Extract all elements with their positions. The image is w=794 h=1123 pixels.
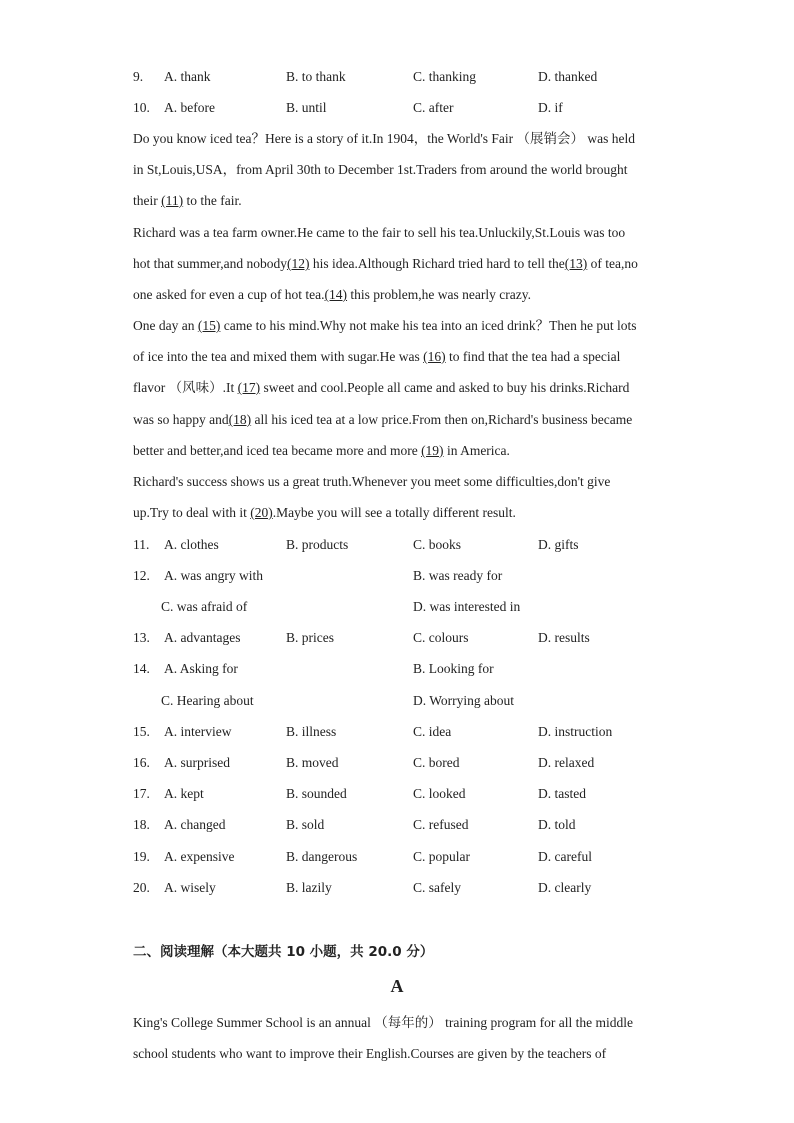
option-b[interactable]: B. to thank	[286, 69, 346, 84]
text: to find that the tea had a special	[445, 349, 621, 364]
passage-line: Richard's success shows us a great truth.Whenever you meet some difficulties,don't give	[133, 474, 611, 489]
option-d[interactable]: D. careful	[538, 849, 592, 864]
option-c[interactable]: C. idea	[413, 724, 452, 739]
option-c[interactable]: C. Hearing about	[161, 693, 254, 708]
option-d[interactable]: D. thanked	[538, 69, 598, 84]
option-b[interactable]: B. illness	[286, 724, 337, 739]
option-a[interactable]: A. changed	[164, 817, 226, 832]
option-a[interactable]: A. wisely	[164, 880, 216, 895]
blank-18: (18)	[228, 412, 252, 427]
question-number: 13.	[133, 630, 150, 645]
text: his idea.Although Richard tried hard to tell the	[309, 256, 565, 271]
text: their	[133, 193, 162, 208]
option-c[interactable]: C. after	[413, 100, 454, 115]
text: to the fair.	[183, 193, 242, 208]
passage-line	[133, 380, 629, 396]
text: one asked for even a cup of hot tea.	[133, 287, 325, 302]
blank-16: (16)	[423, 349, 446, 364]
text: .Maybe you will see a totally different result.	[272, 505, 516, 520]
option-b[interactable]: B. prices	[286, 630, 334, 645]
blank-11: (11)	[161, 193, 184, 208]
option-b[interactable]: B. lazily	[286, 880, 332, 895]
option-a[interactable]: A. advantages	[164, 630, 241, 645]
option-d[interactable]: D. Worrying about	[413, 693, 515, 708]
question-number: 16.	[133, 755, 150, 770]
text: flavor （风味）.It	[133, 380, 238, 395]
passage-line	[133, 443, 510, 459]
text: up.Try to deal with it	[133, 505, 251, 520]
text: came to his mind.Why not make his tea into an iced drink？Then he put lots	[220, 318, 637, 333]
blank-13: (13)	[564, 256, 588, 271]
question-number: 10.	[133, 100, 150, 115]
text: hot that summer,and nobody	[133, 256, 287, 271]
option-b[interactable]: B. was ready for	[413, 568, 503, 583]
option-a[interactable]: A. surprised	[164, 755, 230, 770]
option-c[interactable]: C. refused	[413, 817, 469, 832]
question-number: 12.	[133, 568, 150, 583]
blank-15: (15)	[197, 318, 221, 333]
option-c[interactable]: C. looked	[413, 786, 466, 801]
option-d[interactable]: D. instruction	[538, 724, 613, 739]
option-c[interactable]: C. books	[413, 537, 462, 552]
option-c[interactable]: C. thanking	[413, 69, 476, 84]
option-b[interactable]: B. moved	[286, 755, 339, 770]
option-a[interactable]: A. interview	[164, 724, 232, 739]
passage-line	[133, 318, 637, 334]
option-a[interactable]: A. was angry with	[164, 568, 263, 583]
question-number: 18.	[133, 817, 150, 832]
option-d[interactable]: D. results	[538, 630, 590, 645]
passage-line: school students who want to improve their English.Courses are given by the teachers of	[133, 1046, 607, 1061]
question-number: 14.	[133, 661, 150, 676]
option-d[interactable]: D. tasted	[538, 786, 586, 801]
question-number: 19.	[133, 849, 150, 864]
text: this problem,he was nearly crazy.	[347, 287, 531, 302]
option-d[interactable]: D. clearly	[538, 880, 592, 895]
option-d[interactable]: D. was interested in	[413, 599, 521, 614]
blank-12: (12)	[286, 256, 310, 271]
passage-line	[133, 412, 632, 428]
text: sweet and cool.People all came and asked to buy his drinks.Richard	[260, 380, 630, 395]
option-c[interactable]: C. popular	[413, 849, 470, 864]
passage-line	[133, 287, 531, 303]
option-c[interactable]: C. bored	[413, 755, 460, 770]
option-c[interactable]: C. was afraid of	[161, 599, 248, 614]
option-b[interactable]: B. until	[286, 100, 327, 115]
blank-14: (14)	[324, 287, 348, 302]
option-d[interactable]: D. if	[538, 100, 563, 115]
option-d[interactable]: D. relaxed	[538, 755, 595, 770]
text: One day an	[133, 318, 198, 333]
passage-line	[133, 505, 516, 521]
option-a[interactable]: A. expensive	[164, 849, 235, 864]
option-a[interactable]: A. kept	[164, 786, 204, 801]
text: better and better,and iced tea became more and more	[133, 443, 422, 458]
question-number: 11.	[133, 537, 150, 552]
option-b[interactable]: B. products	[286, 537, 349, 552]
question-number: 20.	[133, 880, 150, 895]
blank-17: (17)	[237, 380, 261, 395]
blank-19: (19)	[421, 443, 444, 458]
passage-title: A	[390, 976, 404, 996]
passage-line: Do you know iced tea？Here is a story of it.In 1904，the World's Fair （展销会） was held	[133, 131, 636, 146]
passage-line	[133, 349, 620, 365]
section-heading: 二、阅读理解（本大题共 10 小题，共 20.0 分）	[133, 944, 434, 960]
text: of tea,no	[587, 256, 638, 271]
passage-line	[133, 193, 242, 209]
option-a[interactable]: A. clothes	[164, 537, 219, 552]
option-d[interactable]: D. told	[538, 817, 576, 832]
question-number: 17.	[133, 786, 150, 801]
passage-line: in St,Louis,USA，from April 30th to December 1st.Traders from around the world brought	[133, 162, 628, 177]
question-number: 15.	[133, 724, 150, 739]
option-c[interactable]: C. colours	[413, 630, 469, 645]
text: was so happy and	[133, 412, 229, 427]
option-b[interactable]: B. Looking for	[413, 661, 494, 676]
option-a[interactable]: A. thank	[164, 69, 211, 84]
option-b[interactable]: B. dangerous	[286, 849, 358, 864]
option-b[interactable]: B. sounded	[286, 786, 347, 801]
text: all his iced tea at a low price.From then on,Richard's business became	[251, 412, 633, 427]
option-b[interactable]: B. sold	[286, 817, 325, 832]
passage-line: King's College Summer School is an annual （每年的） training program for all the middle	[133, 1015, 633, 1030]
question-number: 9.	[133, 69, 144, 84]
option-d[interactable]: D. gifts	[538, 537, 579, 552]
passage-line: Richard was a tea farm owner.He came to the fair to sell his tea.Unluckily,St.Louis was too	[133, 225, 626, 240]
passage-line	[133, 256, 638, 272]
text: in America.	[443, 443, 510, 458]
option-a[interactable]: A. Asking for	[164, 661, 238, 676]
option-c[interactable]: C. safely	[413, 880, 461, 895]
option-a[interactable]: A. before	[164, 100, 215, 115]
blank-20: (20)	[250, 505, 273, 520]
text: of ice into the tea and mixed them with sugar.He was	[133, 349, 424, 364]
